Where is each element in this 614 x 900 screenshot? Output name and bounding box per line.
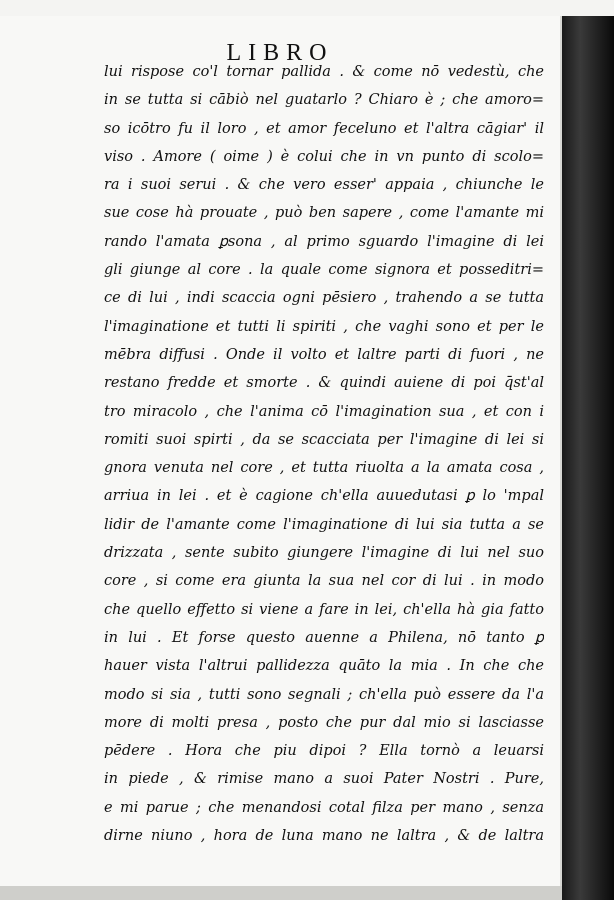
text-line: restano fredde et smorte . & quindi auiene di poi q̄st'al: [104, 375, 544, 392]
text-line: dirne niuno , hora de luna mano ne laltra , & de laltra: [104, 828, 544, 845]
text-line: in se tutta si cābiò nel guatarlo ? Chiaro è ; che amoro=: [104, 92, 544, 109]
text-line: che quello effetto si viene a fare in lei, ch'ella hà gia fatto: [104, 601, 544, 618]
text-line: gli giunge al core . la quale come signora et posseditri=: [104, 262, 544, 279]
text-line: gnora venuta nel core , et tutta riuolta a la amata cosa ,: [104, 460, 544, 477]
text-line: modo si sia , tutti sono segnali ; ch'ella può essere da l'a: [104, 686, 544, 703]
text-line: sue cose hà prouate , può ben sapere , come l'amante mi: [104, 205, 544, 222]
text-line: ce di lui , indi scaccia ogni pēsiero , trahendo a se tutta: [104, 290, 544, 307]
page-header: LIBRO: [226, 40, 334, 66]
text-line: l'imaginatione et tutti li spiriti , che vaghi sono et per le: [104, 318, 544, 335]
text-line: e mi parue ; che menandosi cotal filza per mano , senza: [104, 799, 544, 816]
text-line: ra i suoi serui . & che vero esser' appaia , chiunche le: [104, 177, 544, 194]
text-line: core , si come era giunta la sua nel cor di lui . in modo: [104, 573, 544, 590]
text-line: mēbra diffusi . Onde il volto et laltre parti di fuori , ne: [104, 346, 544, 363]
text-line: tro miracolo , che l'anima cō l'imagination sua , et con i: [104, 403, 544, 420]
text-line: drizzata , sente subito giungere l'imagine di lui nel suo: [104, 545, 544, 562]
text-line: in lui . Et forse questo auenne a Philena, nō tanto ꝑ: [104, 629, 544, 646]
scan-right-edge: [562, 16, 614, 900]
text-line: in piede , & rimise mano a suoi Pater Nostri . Pure,: [104, 771, 544, 788]
page-body-text: [104, 58, 544, 850]
scan-bottom-edge: [0, 886, 562, 900]
scan-top-margin: [0, 0, 614, 16]
text-line: rando l'amata ꝑsona , al primo sguardo l'imagine di lei: [104, 233, 544, 250]
text-line: lui rispose co'l tornar pallida . & come nō vedestù, che: [104, 64, 544, 80]
text-line: hauer vista l'altrui pallidezza quāto la mia . In che che: [104, 658, 544, 675]
text-line: pēdere . Hora che piu dipoi ? Ella tornò a leuarsi: [104, 743, 544, 760]
text-line: arriua in lei . et è cagione ch'ella auuedutasi ꝑ lo 'mpal: [104, 488, 544, 505]
text-line: more di molti presa , posto che pur dal mio si lasciasse: [104, 714, 544, 731]
text-line: romiti suoi spirti , da se scacciata per l'imagine di lei si: [104, 431, 544, 448]
text-line: viso . Amore ( oime ) è colui che in vn punto di scolo=: [104, 148, 544, 165]
text-line: lidir de l'amante come l'imaginatione di lui sia tutta a se: [104, 516, 544, 533]
text-line: so icōtro fu il loro , et amor feceluno et l'altra cāgiar' il: [104, 120, 544, 137]
